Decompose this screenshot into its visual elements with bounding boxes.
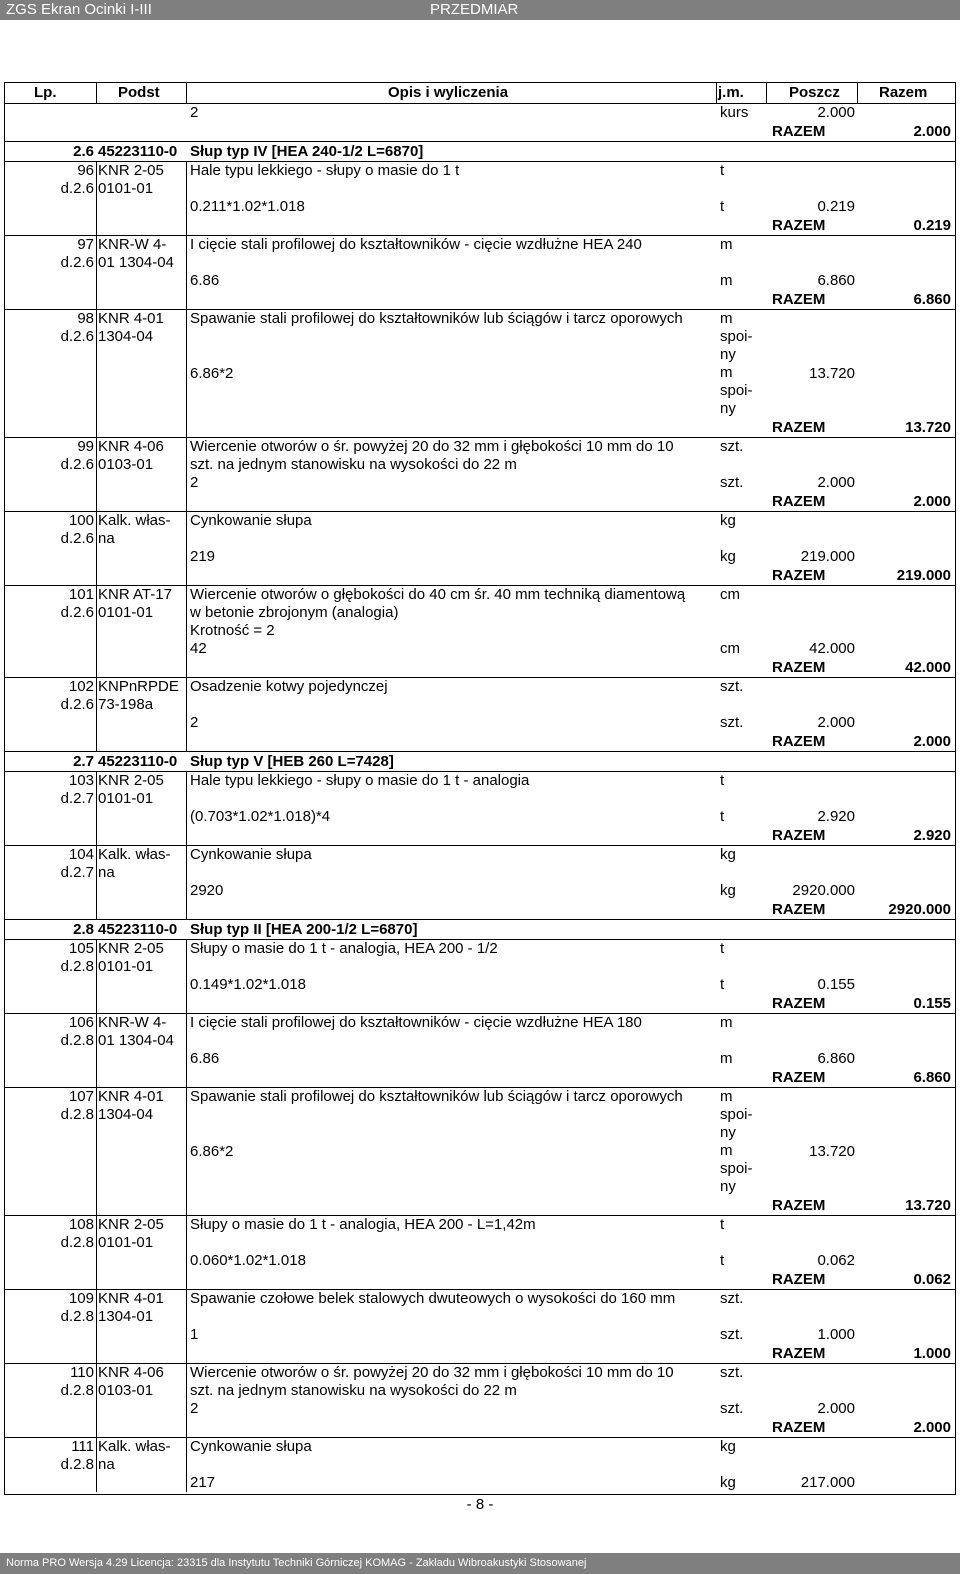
item-description: w betonie zbrojonym (analogia) xyxy=(190,604,399,621)
column-divider xyxy=(96,678,97,752)
partial-value: 217.000 xyxy=(800,1474,855,1491)
razem-label: RAZEM xyxy=(772,217,826,234)
column-divider xyxy=(96,512,97,586)
unit-label: kurs xyxy=(720,104,749,121)
razem-label: RAZEM xyxy=(772,419,826,436)
partial-value: 42.000 xyxy=(809,640,855,657)
unit-label: t xyxy=(720,1252,725,1269)
position-number: 106 xyxy=(68,1014,94,1031)
catalog-code: KNR-W 4- xyxy=(98,1014,167,1031)
unit-label: spoi- xyxy=(720,1160,753,1177)
razem-label: RAZEM xyxy=(772,123,826,140)
razem-label: RAZEM xyxy=(772,1069,826,1086)
catalog-code: 01 1304-04 xyxy=(98,1032,174,1049)
unit-label: szt. xyxy=(720,678,744,695)
catalog-code: Kalk. włas- xyxy=(98,1438,171,1455)
razem-total-value: 2.000 xyxy=(913,493,951,510)
column-divider xyxy=(96,1438,97,1492)
calculation-formula: 6.86 xyxy=(190,272,220,289)
unit-label: kg xyxy=(720,846,736,863)
razem-label: RAZEM xyxy=(772,567,826,584)
position-reference: d.2.6 xyxy=(60,254,94,271)
calculation-formula: 0.149*1.02*1.018 xyxy=(190,976,306,993)
catalog-code: na xyxy=(98,530,115,547)
item-description: Krotność = 2 xyxy=(190,622,275,639)
table-right-border xyxy=(955,82,956,1495)
unit-label: szt. xyxy=(720,714,744,731)
catalog-code: 1304-01 xyxy=(98,1308,154,1325)
catalog-code: 01 1304-04 xyxy=(98,254,174,271)
position-reference: d.2.8 xyxy=(60,1106,94,1123)
position-number: 107 xyxy=(68,1088,94,1105)
item-description: szt. na jednym stanowisku na wysokości do 22 m xyxy=(190,456,517,473)
unit-label: kg xyxy=(720,882,736,899)
razem-total-value: 2.000 xyxy=(913,1419,951,1436)
column-divider xyxy=(766,82,767,104)
catalog-code: KNR 2-05 xyxy=(98,1216,164,1233)
item-description: szt. na jednym stanowisku na wysokości do 22 m xyxy=(190,1382,517,1399)
catalog-code: KNR 2-05 xyxy=(98,772,164,789)
unit-label: kg xyxy=(720,1438,736,1455)
column-divider xyxy=(96,1216,97,1290)
unit-label: spoi- xyxy=(720,328,753,345)
position-number: 99 xyxy=(77,438,94,455)
razem-label: RAZEM xyxy=(772,659,826,676)
column-divider xyxy=(186,1438,187,1492)
column-divider xyxy=(186,1216,187,1290)
razem-label: RAZEM xyxy=(772,827,826,844)
column-divider xyxy=(96,1364,97,1438)
calculation-formula: 6.86 xyxy=(190,1050,220,1067)
column-divider xyxy=(186,1364,187,1438)
catalog-code: KNR AT-17 xyxy=(98,586,172,603)
razem-label: RAZEM xyxy=(772,291,826,308)
catalog-code: 0101-01 xyxy=(98,180,154,197)
position-reference: d.2.8 xyxy=(60,1234,94,1251)
item-description: Spawanie czołowe belek stalowych dwuteowych o wysokości do 160 mm xyxy=(190,1290,676,1307)
unit-label: m xyxy=(720,1050,733,1067)
razem-label: RAZEM xyxy=(772,493,826,510)
razem-total-value: 0.062 xyxy=(913,1271,951,1288)
razem-label: RAZEM xyxy=(772,1271,826,1288)
item-description: I cięcie stali profilowej do kształtowników - cięcie wzdłużne HEA 240 xyxy=(190,236,642,253)
item-description: Wiercenie otworów o śr. powyżej 20 do 32 mm i głębokości 10 mm do 10 xyxy=(190,438,674,455)
catalog-code: KNR 4-01 xyxy=(98,310,164,327)
section-code: 45223110-0 xyxy=(98,921,178,938)
header-document-title: PRZEDMIAR xyxy=(430,1,519,18)
unit-label: szt. xyxy=(720,438,744,455)
position-number: 103 xyxy=(68,772,94,789)
item-description: Hale typu lekkiego - słupy o masie do 1 t xyxy=(190,162,460,179)
catalog-code: KNR 4-01 xyxy=(98,1290,164,1307)
calculation-formula: 6.86*2 xyxy=(190,1143,234,1160)
unit-label: t xyxy=(720,772,725,789)
unit-label: m xyxy=(720,1014,733,1031)
position-number: 105 xyxy=(68,940,94,957)
item-description: Cynkowanie słupa xyxy=(190,846,312,863)
table-bottom-border xyxy=(4,1494,956,1495)
column-header-razem: Razem xyxy=(879,84,928,101)
column-divider xyxy=(96,1088,97,1216)
position-number: 97 xyxy=(77,236,94,253)
unit-label: szt. xyxy=(720,1400,744,1417)
catalog-code: KNR 2-05 xyxy=(98,940,164,957)
column-divider xyxy=(857,82,858,104)
partial-value: 13.720 xyxy=(809,365,855,382)
razem-total-value: 6.860 xyxy=(913,291,951,308)
razem-total-value: 2.920 xyxy=(913,827,951,844)
unit-label: t xyxy=(720,976,725,993)
position-reference: d.2.8 xyxy=(60,958,94,975)
partial-value: 2.000 xyxy=(817,1400,855,1417)
catalog-code: na xyxy=(98,864,115,881)
item-description: Cynkowanie słupa xyxy=(190,512,312,529)
section-number: 2.7 xyxy=(73,753,94,770)
razem-label: RAZEM xyxy=(772,1345,826,1362)
catalog-code: 1304-04 xyxy=(98,328,154,345)
item-description: Osadzenie kotwy pojedynczej xyxy=(190,678,388,695)
partial-value: 2.000 xyxy=(817,104,855,121)
unit-label: kg xyxy=(720,548,736,565)
section-code: 45223110-0 xyxy=(98,753,178,770)
unit-label: kg xyxy=(720,512,736,529)
unit-label: m xyxy=(720,364,733,381)
position-number: 111 xyxy=(71,1438,94,1455)
catalog-code: 73-198a xyxy=(98,696,154,713)
calculation-formula: 0.060*1.02*1.018 xyxy=(190,1252,306,1269)
unit-label: ny xyxy=(720,1178,736,1195)
position-reference: d.2.6 xyxy=(60,180,94,197)
item-description: Spawanie stali profilowej do kształtowników lub ściągów i tarcz oporowych xyxy=(190,310,683,327)
razem-total-value: 1.000 xyxy=(913,1345,951,1362)
catalog-code: KNR 4-06 xyxy=(98,1364,164,1381)
partial-value: 6.860 xyxy=(817,272,855,289)
position-reference: d.2.8 xyxy=(60,1308,94,1325)
column-divider xyxy=(96,236,97,310)
unit-label: t xyxy=(720,162,725,179)
position-number: 101 xyxy=(68,586,94,603)
item-description: Wiercenie otworów o śr. powyżej 20 do 32 mm i głębokości 10 mm do 10 xyxy=(190,1364,674,1381)
position-number: 104 xyxy=(68,846,94,863)
footer-license-text: Norma PRO Wersja 4.29 Licencja: 23315 dla Instytutu Techniki Górniczej KOMAG - Zakładu Wibroakustyki Stosowanej xyxy=(6,1557,587,1569)
catalog-code: Kalk. włas- xyxy=(98,512,171,529)
column-divider xyxy=(96,586,97,678)
partial-value: 1.000 xyxy=(817,1326,855,1343)
column-divider xyxy=(186,82,187,104)
partial-value: 13.720 xyxy=(809,1143,855,1160)
unit-label: m xyxy=(720,1142,733,1159)
column-divider xyxy=(186,678,187,752)
razem-total-value: 13.720 xyxy=(905,1197,951,1214)
header-project-name: ZGS Ekran Ocinki I-III xyxy=(6,1,152,18)
column-header-poszcz: Poszcz xyxy=(789,84,840,101)
catalog-code: 0101-01 xyxy=(98,958,154,975)
column-divider xyxy=(186,586,187,678)
position-reference: d.2.6 xyxy=(60,530,94,547)
catalog-code: 0101-01 xyxy=(98,604,154,621)
column-divider xyxy=(716,82,717,104)
catalog-code: KNR 4-06 xyxy=(98,438,164,455)
unit-label: spoi- xyxy=(720,382,753,399)
position-number: 100 xyxy=(68,512,94,529)
column-header-opis: Opis i wyliczenia xyxy=(388,84,509,101)
unit-label: m xyxy=(720,272,733,289)
catalog-code: KNR-W 4- xyxy=(98,236,167,253)
position-reference: d.2.6 xyxy=(60,328,94,345)
position-reference: d.2.7 xyxy=(60,790,94,807)
partial-value: 2.920 xyxy=(817,808,855,825)
section-title: Słup typ IV [HEA 240-1/2 L=6870] xyxy=(190,143,424,160)
calculation-formula: 2 xyxy=(190,714,199,731)
partial-value: 2920.000 xyxy=(792,882,855,899)
column-divider xyxy=(186,1290,187,1364)
column-divider xyxy=(186,846,187,920)
item-description: Spawanie stali profilowej do kształtowników lub ściągów i tarcz oporowych xyxy=(190,1088,683,1105)
column-divider xyxy=(96,82,97,104)
calculation-formula: 42 xyxy=(190,640,207,657)
column-divider xyxy=(186,940,187,1014)
calculation-formula: 2 xyxy=(190,1400,199,1417)
calculation-formula: (0.703*1.02*1.018)*4 xyxy=(190,808,331,825)
catalog-code: na xyxy=(98,1456,115,1473)
column-divider xyxy=(96,846,97,920)
unit-label: ny xyxy=(720,346,736,363)
position-reference: d.2.8 xyxy=(60,1382,94,1399)
razem-total-value: 0.219 xyxy=(913,217,951,234)
column-divider xyxy=(186,162,187,236)
item-description: Słupy o masie do 1 t - analogia, HEA 200 - L=1,42m xyxy=(190,1216,536,1233)
unit-label: szt. xyxy=(720,474,744,491)
position-number: 109 xyxy=(68,1290,94,1307)
column-divider xyxy=(96,1290,97,1364)
section-code: 45223110-0 xyxy=(98,143,178,160)
section-title: Słup typ V [HEB 260 L=7428] xyxy=(190,753,394,770)
unit-label: t xyxy=(720,1216,725,1233)
partial-value: 2.000 xyxy=(817,714,855,731)
unit-label: szt. xyxy=(720,1326,744,1343)
column-divider xyxy=(186,236,187,310)
column-divider xyxy=(186,438,187,512)
unit-label: ny xyxy=(720,400,736,417)
position-reference: d.2.8 xyxy=(60,1032,94,1049)
column-divider xyxy=(186,310,187,438)
calculation-formula: 2 xyxy=(190,104,199,121)
unit-label: t xyxy=(720,808,725,825)
razem-total-value: 0.155 xyxy=(913,995,951,1012)
column-header-lp: Lp. xyxy=(34,84,57,101)
razem-total-value: 219.000 xyxy=(896,567,951,584)
column-divider xyxy=(96,310,97,438)
section-number: 2.6 xyxy=(73,143,94,160)
calculation-formula: 0.211*1.02*1.018 xyxy=(190,198,305,215)
razem-label: RAZEM xyxy=(772,901,826,918)
razem-total-value: 6.860 xyxy=(913,1069,951,1086)
partial-value: 0.155 xyxy=(817,976,855,993)
page-footer xyxy=(0,1553,960,1574)
calculation-formula: 6.86*2 xyxy=(190,365,234,382)
position-reference: d.2.6 xyxy=(60,696,94,713)
unit-label: cm xyxy=(720,640,740,657)
page-number: - 8 - xyxy=(466,1496,494,1513)
item-description: Wiercenie otworów o głębokości do 40 cm śr. 40 mm techniką diamentową xyxy=(190,586,686,603)
column-divider xyxy=(96,940,97,1014)
position-reference: d.2.6 xyxy=(60,456,94,473)
catalog-code: 0101-01 xyxy=(98,790,154,807)
calculation-formula: 2920 xyxy=(190,882,224,899)
position-reference: d.2.8 xyxy=(60,1456,94,1473)
unit-label: m xyxy=(720,310,733,327)
razem-label: RAZEM xyxy=(772,995,826,1012)
row-divider xyxy=(4,919,956,920)
position-number: 110 xyxy=(70,1364,94,1381)
razem-label: RAZEM xyxy=(772,733,826,750)
section-number: 2.8 xyxy=(73,921,94,938)
position-reference: d.2.6 xyxy=(60,604,94,621)
razem-label: RAZEM xyxy=(772,1197,826,1214)
column-header-podst: Podst xyxy=(118,84,160,101)
razem-total-value: 2.000 xyxy=(913,733,951,750)
razem-total-value: 13.720 xyxy=(905,419,951,436)
catalog-code: KNPnRPDE xyxy=(98,678,179,695)
catalog-code: 0103-01 xyxy=(98,1382,154,1399)
position-number: 108 xyxy=(68,1216,94,1233)
unit-label: m xyxy=(720,1088,733,1105)
row-divider xyxy=(4,141,956,142)
partial-value: 2.000 xyxy=(817,474,855,491)
unit-label: t xyxy=(720,198,725,215)
column-divider xyxy=(186,1088,187,1216)
header-top-border xyxy=(4,82,956,83)
calculation-formula: 1 xyxy=(190,1326,199,1343)
razem-total-value: 42.000 xyxy=(905,659,951,676)
catalog-code: KNR 2-05 xyxy=(98,162,164,179)
item-description: Cynkowanie słupa xyxy=(190,1438,312,1455)
partial-value: 219.000 xyxy=(800,548,855,565)
unit-label: spoi- xyxy=(720,1106,753,1123)
table-left-border xyxy=(4,82,5,1495)
column-divider xyxy=(186,772,187,846)
column-divider xyxy=(96,162,97,236)
column-divider xyxy=(96,1014,97,1088)
partial-value: 0.219 xyxy=(817,198,855,215)
column-divider xyxy=(96,772,97,846)
section-title: Słup typ II [HEA 200-1/2 L=6870] xyxy=(190,921,418,938)
row-divider xyxy=(4,751,956,752)
column-divider xyxy=(186,512,187,586)
unit-label: szt. xyxy=(720,1364,744,1381)
razem-total-value: 2.000 xyxy=(913,123,951,140)
position-reference: d.2.7 xyxy=(60,864,94,881)
unit-label: szt. xyxy=(720,1290,744,1307)
item-description: Hale typu lekkiego - słupy o masie do 1 t - analogia xyxy=(190,772,530,789)
item-description: I cięcie stali profilowej do kształtowników - cięcie wzdłużne HEA 180 xyxy=(190,1014,642,1031)
partial-value: 6.860 xyxy=(817,1050,855,1067)
unit-label: kg xyxy=(720,1474,736,1491)
catalog-code: 1304-04 xyxy=(98,1106,154,1123)
unit-label: t xyxy=(720,940,725,957)
razem-total-value: 2920.000 xyxy=(888,901,951,918)
calculation-formula: 2 xyxy=(190,474,199,491)
column-divider xyxy=(96,438,97,512)
calculation-formula: 219 xyxy=(190,548,216,565)
catalog-code: 0103-01 xyxy=(98,456,154,473)
unit-label: ny xyxy=(720,1124,736,1141)
item-description: Słupy o masie do 1 t - analogia, HEA 200 - 1/2 xyxy=(190,940,498,957)
unit-label: m xyxy=(720,236,733,253)
unit-label: cm xyxy=(720,586,740,603)
catalog-code: KNR 4-01 xyxy=(98,1088,164,1105)
partial-value: 0.062 xyxy=(817,1252,855,1269)
catalog-code: 0101-01 xyxy=(98,1234,154,1251)
razem-label: RAZEM xyxy=(772,1419,826,1436)
column-divider xyxy=(186,1014,187,1088)
column-header-jm: j.m. xyxy=(718,84,744,101)
position-number: 102 xyxy=(68,678,94,695)
position-number: 96 xyxy=(77,162,94,179)
calculation-formula: 217 xyxy=(190,1474,216,1491)
catalog-code: Kalk. włas- xyxy=(98,846,171,863)
position-number: 98 xyxy=(77,310,94,327)
